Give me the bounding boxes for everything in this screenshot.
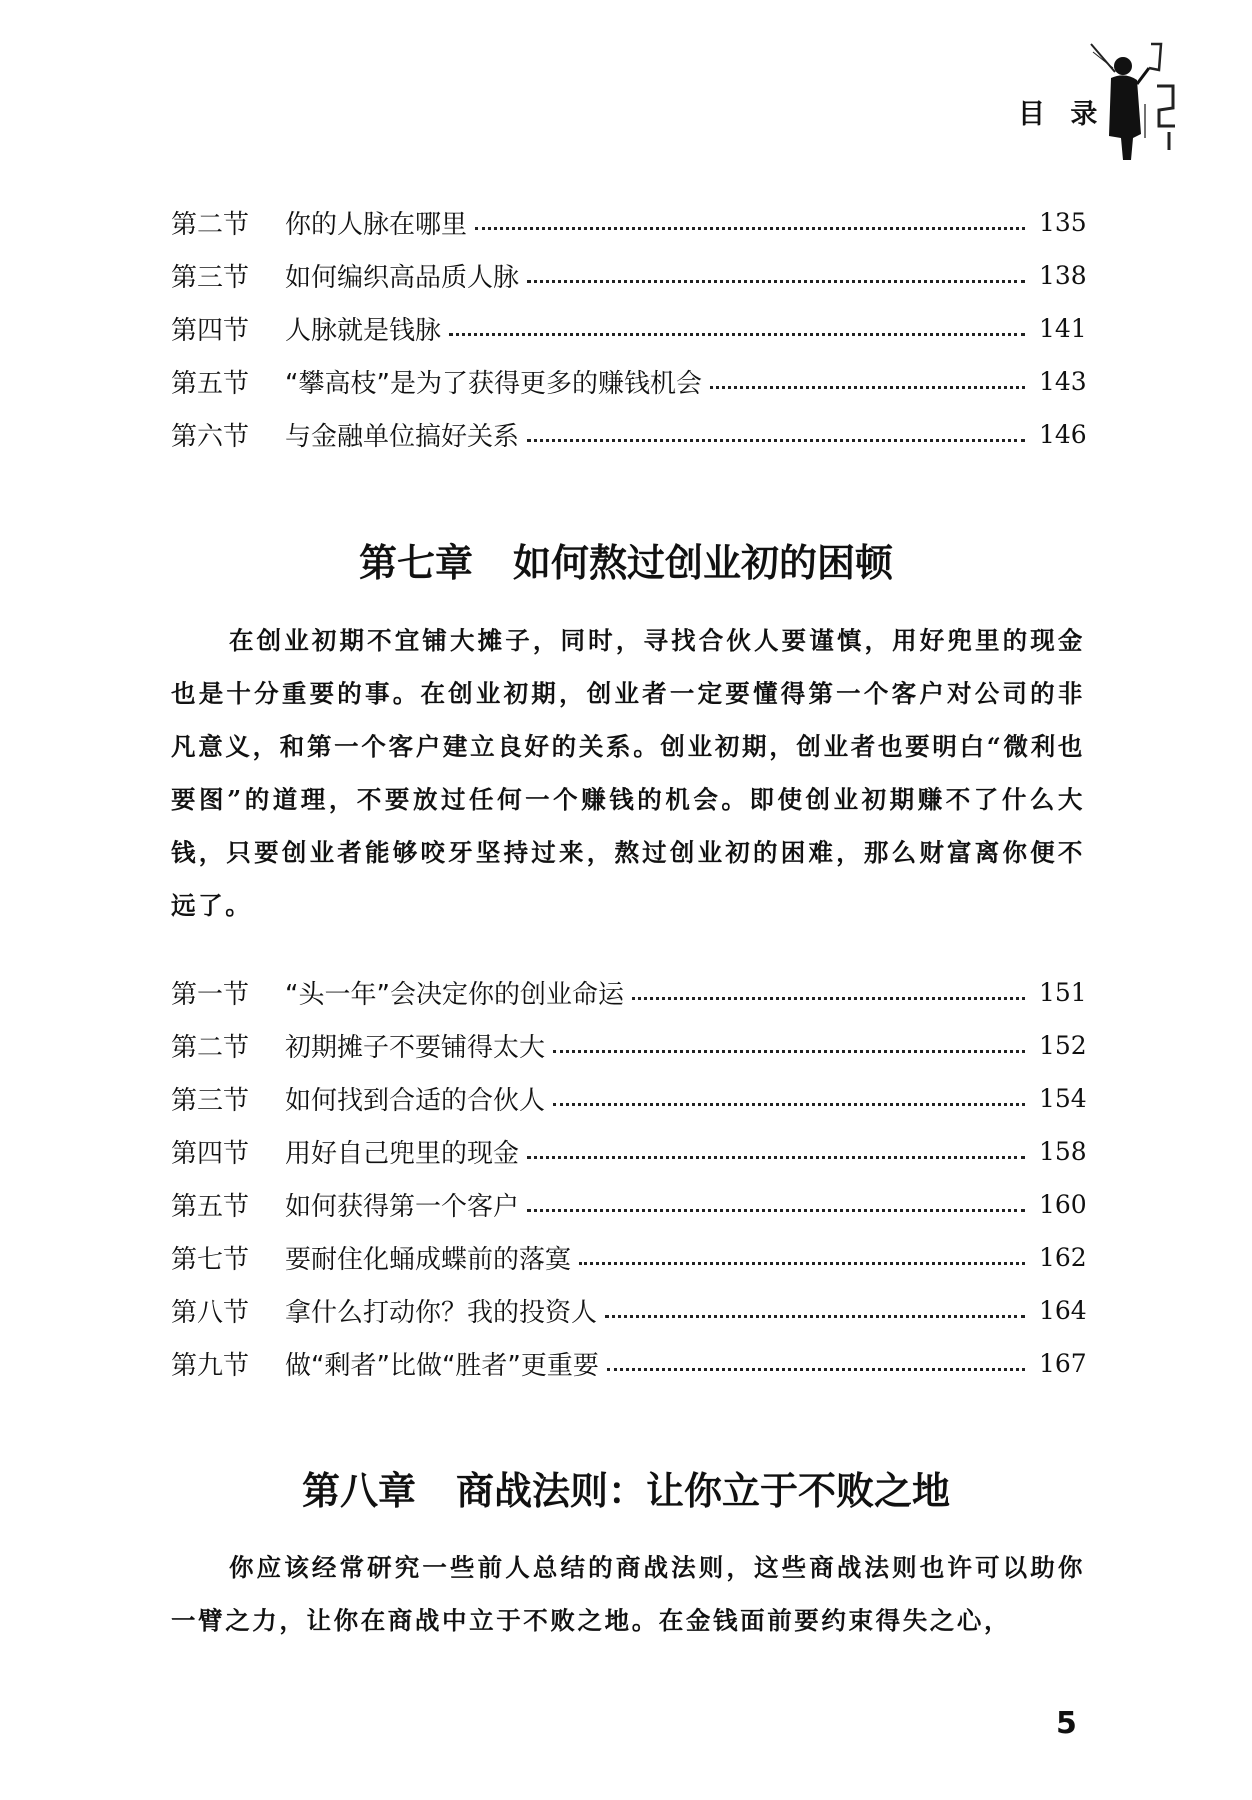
toc-section-number: 第三节 xyxy=(171,1086,250,1116)
chapter-title: 如何熬过创业初的困顿 xyxy=(513,540,894,585)
toc-section-number: 第四节 xyxy=(171,1139,250,1169)
page-number: 5 xyxy=(1056,1706,1077,1741)
toc-leader-dots xyxy=(553,1050,1025,1053)
toc-entry[interactable] xyxy=(171,196,1085,249)
toc-page-number: 141 xyxy=(1039,314,1087,343)
toc-section-title: 要耐住化蛹成蝶前的落寞 xyxy=(285,1245,572,1275)
toc-section-number: 第三节 xyxy=(171,263,250,293)
toc-leader-dots xyxy=(527,280,1025,283)
toc-leader-dots xyxy=(527,439,1025,442)
chapter-7-summary xyxy=(171,614,1085,932)
toc-page-number: 138 xyxy=(1039,261,1087,290)
toc-page-number: 162 xyxy=(1039,1243,1087,1272)
toc-entry[interactable] xyxy=(171,1125,1085,1178)
toc-section-title: 用好自己兜里的现金 xyxy=(285,1139,520,1169)
toc-leader-dots xyxy=(710,386,1025,389)
toc-page-number: 160 xyxy=(1039,1190,1087,1219)
toc-section-number: 第五节 xyxy=(171,369,250,399)
toc-page-number: 152 xyxy=(1039,1031,1087,1060)
chapter-8-heading xyxy=(0,1460,1252,1515)
toc-leader-dots xyxy=(449,333,1025,336)
toc-list-chapter-7 xyxy=(171,966,1085,1390)
toc-section-title: 你的人脉在哪里 xyxy=(285,210,468,240)
chapter-7-heading xyxy=(0,532,1252,587)
toc-section-title: 如何获得第一个客户 xyxy=(285,1192,520,1222)
toc-section-number: 第四节 xyxy=(171,316,250,346)
toc-list-top xyxy=(171,196,1085,461)
toc-leader-dots xyxy=(579,1262,1025,1265)
toc-page-number: 167 xyxy=(1039,1349,1087,1378)
toc-section-title: 拿什么打动你？我的投资人 xyxy=(285,1298,598,1328)
toc-entry[interactable] xyxy=(171,1284,1085,1337)
toc-entry[interactable] xyxy=(171,1337,1085,1390)
chapter-number: 第八章 xyxy=(301,1468,416,1513)
toc-entry[interactable] xyxy=(171,249,1085,302)
chapter-number: 第七章 xyxy=(358,540,473,585)
toc-page-number: 154 xyxy=(1039,1084,1087,1113)
toc-leader-dots xyxy=(475,227,1025,230)
toc-section-title: “攀高枝”是为了获得更多的赚钱机会 xyxy=(285,369,702,399)
toc-section-title: “头一年”会决定你的创业命运 xyxy=(285,980,624,1010)
toc-section-title: 做“剩者”比做“胜者”更重要 xyxy=(285,1351,599,1381)
toc-page-number: 146 xyxy=(1039,420,1087,449)
toc-entry[interactable] xyxy=(171,408,1085,461)
toc-section-number: 第二节 xyxy=(171,1033,250,1063)
chapter-8-summary xyxy=(171,1541,1085,1647)
running-header: 目 录 xyxy=(1018,99,1106,130)
toc-section-title: 初期摊子不要铺得太大 xyxy=(285,1033,546,1063)
toc-section-number: 第八节 xyxy=(171,1298,250,1328)
toc-page-number: 135 xyxy=(1039,208,1087,237)
summary-paragraph: 在创业初期不宜铺大摊子，同时，寻找合伙人要谨慎，用好兜里的现金也是十分重要的事。在创业初期，创业者一定要懂得第一个客户对公司的非凡意义，和第一个客户建立良好的关系。创业初期，创业者也要明白“微利也要图”的道理，不要放过任何一个赚钱的机会。即使创业初期赚不了什么大钱，只要创业者能够咬牙坚持过来，熬过创业初的困难，那么财富离你便不远了。 xyxy=(171,626,1085,920)
toc-entry[interactable] xyxy=(171,302,1085,355)
toc-leader-dots xyxy=(553,1103,1025,1106)
toc-section-title: 如何编织高品质人脉 xyxy=(285,263,520,293)
toc-leader-dots xyxy=(527,1209,1025,1212)
toc-page-number: 158 xyxy=(1039,1137,1087,1166)
toc-entry[interactable] xyxy=(171,1231,1085,1284)
toc-section-number: 第七节 xyxy=(171,1245,250,1275)
toc-entry[interactable] xyxy=(171,1019,1085,1072)
toc-entry[interactable] xyxy=(171,1178,1085,1231)
header-figure-illustration xyxy=(1085,38,1205,163)
toc-section-number: 第六节 xyxy=(171,422,250,452)
toc-section-number: 第五节 xyxy=(171,1192,250,1222)
toc-section-title: 如何找到合适的合伙人 xyxy=(285,1086,546,1116)
toc-entry[interactable] xyxy=(171,966,1085,1019)
toc-leader-dots xyxy=(605,1315,1025,1318)
toc-leader-dots xyxy=(632,997,1025,1000)
toc-section-number: 第一节 xyxy=(171,980,250,1010)
toc-section-title: 人脉就是钱脉 xyxy=(285,316,442,346)
toc-leader-dots xyxy=(527,1156,1025,1159)
toc-leader-dots xyxy=(607,1368,1025,1371)
toc-page-number: 151 xyxy=(1039,978,1087,1007)
toc-section-number: 第二节 xyxy=(171,210,250,240)
chapter-title: 商战法则：让你立于不败之地 xyxy=(456,1468,951,1513)
toc-entry[interactable] xyxy=(171,355,1085,408)
summary-paragraph: 你应该经常研究一些前人总结的商战法则，这些商战法则也许可以助你一臂之力，让你在商战中立于不败之地。在金钱面前要约束得失之心， xyxy=(171,1553,1085,1635)
toc-section-title: 与金融单位搞好关系 xyxy=(285,422,520,452)
toc-page-number: 164 xyxy=(1039,1296,1087,1325)
toc-entry[interactable] xyxy=(171,1072,1085,1125)
toc-section-number: 第九节 xyxy=(171,1351,250,1381)
toc-page-number: 143 xyxy=(1039,367,1087,396)
